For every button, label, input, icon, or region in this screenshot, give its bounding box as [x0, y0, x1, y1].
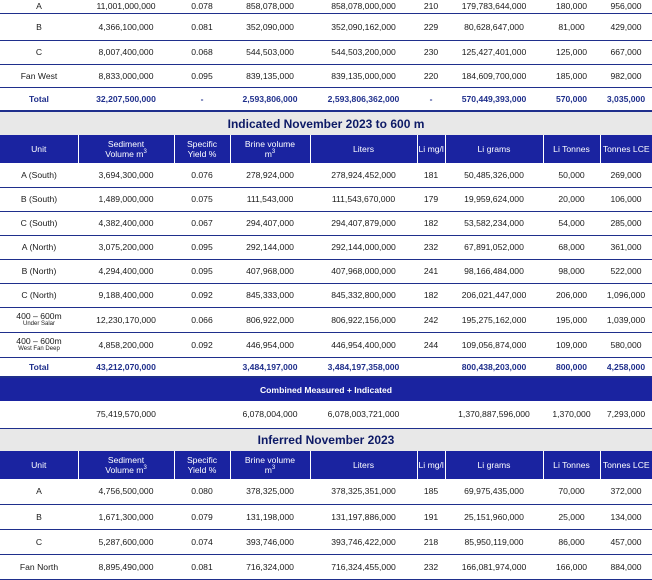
table-row: Fan North 8,895,490,000 0.081 716,324,000 716,324,455,000 232 166,081,974,000 166,000 884,000 [0, 554, 652, 579]
table-row: B (North) 4,294,400,000 0.095 407,968,000 407,968,000,000 241 98,166,484,000 98,000 522,000 [0, 259, 652, 283]
column-header: Specific Yield % [174, 135, 230, 163]
table-row: A 4,756,500,000 0.080 378,325,000 378,325,351,000 185 69,975,435,000 70,000 372,000 [0, 479, 652, 504]
table-row: A 11,001,000,000 0.078 858,078,000 858,078,000,000 210 179,783,644,000 180,000 956,000 [0, 0, 652, 13]
table-row: Fan West 8,833,000,000 0.095 839,135,000 839,135,000,000 220 184,609,700,000 185,000 982,000 [0, 64, 652, 87]
column-header: Li Tonnes [543, 135, 600, 163]
column-header-row [0, 451, 652, 479]
section-header [0, 428, 652, 451]
table-row: 400 – 600m Under Salar 12,230,170,000 0.066 806,922,000 806,922,156,000 242 195,275,162,000 195,000 1,039,000 [0, 307, 652, 332]
combined-title: Combined Measured + Indicated [0, 377, 652, 401]
table-row: A (South) 3,694,300,000 0.076 278,924,000 278,924,452,000 181 50,485,326,000 50,000 269,000 [0, 163, 652, 187]
column-header: Li mg/l [417, 135, 445, 163]
total-row: Total 43,212,070,000 3,484,197,000 3,484,197,358,000 800,438,203,000 800,000 4,258,000 [0, 357, 652, 377]
column-header: Unit [0, 451, 78, 479]
column-header: Liters [310, 451, 417, 479]
column-header: Li grams [445, 135, 543, 163]
column-header: Sediment Volume $m^3$ [78, 135, 174, 163]
column-header: Specific Yield % [174, 451, 230, 479]
column-header: Li mg/l [417, 451, 445, 479]
column-header: Li Tonnes [543, 451, 600, 479]
table-row: C 8,007,400,000 0.068 544,503,000 544,503,200,000 230 125,427,401,000 125,000 667,000 [0, 40, 652, 64]
table-row: B 1,671,300,000 0.079 131,198,000 131,197,886,000 191 25,151,960,000 25,000 134,000 [0, 504, 652, 529]
table-row: 75,419,570,000 6,078,004,000 6,078,003,721,000 1,370,887,596,000 1,370,000 7,293,000 [0, 401, 652, 428]
total-row: Total 32,207,500,000 - 2,593,806,000 2,593,806,362,000 - 570,449,393,000 570,000 3,035,000 [0, 87, 652, 111]
column-header: Sediment Volume $m^3$ [78, 451, 174, 479]
column-header: Brine volume $m^3$ [230, 135, 310, 163]
table-row: C (North) 9,188,400,000 0.092 845,333,000 845,332,800,000 182 206,021,447,000 206,000 1,096,000 [0, 283, 652, 307]
section-title: Inferred November 2023 [0, 428, 652, 451]
column-header: Liters [310, 135, 417, 163]
section-header [0, 111, 652, 135]
table-row: C (South) 4,382,400,000 0.067 294,407,000 294,407,879,000 182 53,582,234,000 54,000 285,000 [0, 211, 652, 235]
column-header-row [0, 135, 652, 163]
table-row: C 5,287,600,000 0.074 393,746,000 393,746,422,000 218 85,950,119,000 86,000 457,000 [0, 529, 652, 554]
column-header: Li grams [445, 451, 543, 479]
column-header: Unit [0, 135, 78, 163]
column-header: Tonnes LCE [600, 135, 652, 163]
table-row: B (South) 1,489,000,000 0.075 111,543,000 111,543,670,000 179 19,959,624,000 20,000 106,000 [0, 187, 652, 211]
column-header: Brine volume $m^3$ [230, 451, 310, 479]
section-title: Indicated November 2023 to 600 m [0, 111, 652, 135]
combined-band [0, 377, 652, 401]
column-header: Tonnes LCE [600, 451, 652, 479]
table-row: 400 – 600m West Fan Deep 4,858,200,000 0.092 446,954,000 446,954,400,000 244 109,056,874,000 109,000 580,000 [0, 332, 652, 357]
table-row: B 4,366,100,000 0.081 352,090,000 352,090,162,000 229 80,628,647,000 81,000 429,000 [0, 13, 652, 40]
table-row: A (North) 3,075,200,000 0.095 292,144,000 292,144,000,000 232 67,891,052,000 68,000 361,000 [0, 235, 652, 259]
